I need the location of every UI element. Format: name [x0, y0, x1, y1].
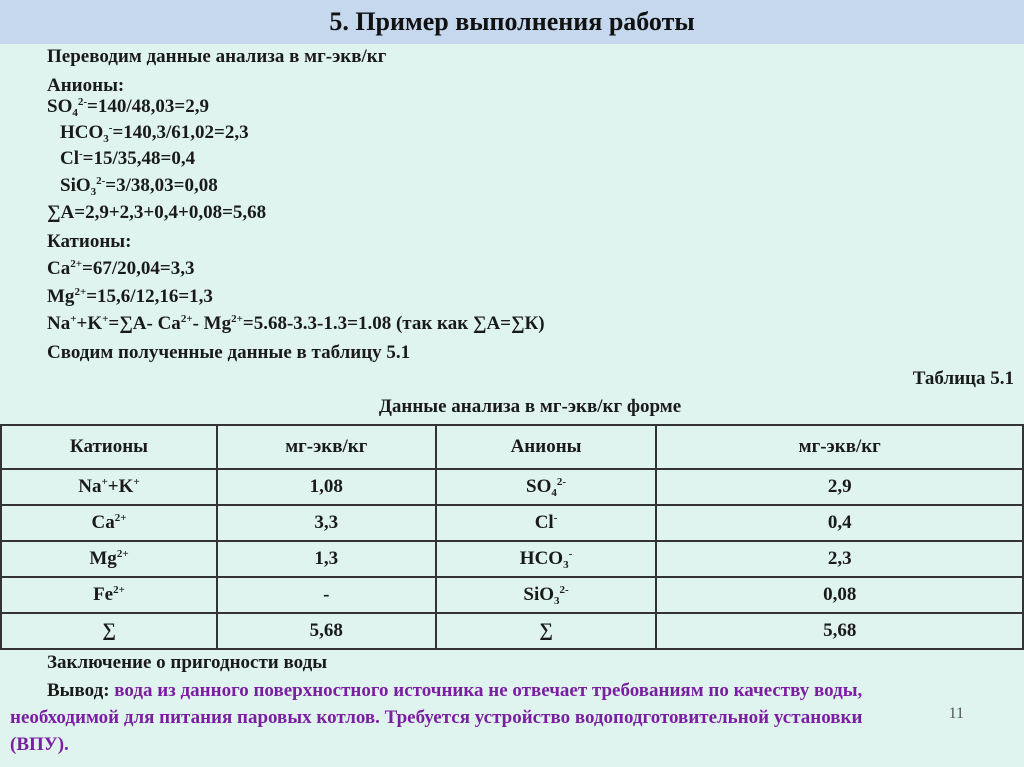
cation-cell: Na++K+: [1, 469, 217, 505]
table-row: [1, 541, 1023, 577]
table-row: [1, 577, 1023, 613]
cl-line: Cl-=15/35,48=0,4: [60, 148, 196, 169]
header-cations: Катионы: [1, 425, 217, 469]
anion-sum-cell: ∑: [436, 613, 657, 649]
intro-line: Переводим данные анализа в мг-экв/кг: [47, 46, 387, 67]
sio3-line: SiO$_3^{2-}$=3/38,03=0,08: [60, 175, 218, 198]
conclusion-heading: Заключение о пригодности воды: [47, 652, 328, 673]
na-k-line: Na++K+=∑А- $Ca^{2+}-$ $Mg^{2+}=5.68-3.3-1.3=1.08$ (так как ∑А=∑К): [47, 313, 545, 334]
cation-cell: $Mg^{2+}$: [1, 541, 217, 577]
cation-cell: $Ca^{2+}$: [1, 505, 217, 541]
anion-value-cell: 0,08: [656, 577, 1023, 613]
page-number: 11: [948, 705, 964, 722]
slide-title-text: 5. Пример выполнения работы: [329, 7, 695, 36]
table-row: [1, 505, 1023, 541]
anion-value-cell: 0,4: [656, 505, 1023, 541]
sum-anions-line: ∑А=2,9+2,3+0,4+0,08=5,68: [47, 202, 267, 223]
header-cation-value: мг-экв/кг: [217, 425, 436, 469]
so4-line: $SO_4^{2-}=140/48,03=2,9$: [47, 96, 209, 119]
cation-value-cell: 1,08: [217, 469, 436, 505]
header-anions: Анионы: [436, 425, 657, 469]
cation-value-cell: 3,3: [217, 505, 436, 541]
anion-sum-value: 5,68: [656, 613, 1023, 649]
cation-sum-value: 5,68: [217, 613, 436, 649]
table-row: [1, 469, 1023, 505]
vyvod-line-3: (ВПУ).: [10, 734, 69, 755]
table-header-row: [1, 425, 1023, 469]
cation-sum-cell: ∑: [1, 613, 217, 649]
mg-line: $Mg^{2+}=15,6/12,16=1,3$: [47, 286, 213, 307]
vyvod-text-1: вода из данного поверхностного источника не отвечает требованиям по качеству воды,: [109, 680, 863, 701]
anion-cell: $SO_4^{2-}$: [436, 469, 657, 505]
cation-cell: $Fe^{2+}$: [1, 577, 217, 613]
cation-value-cell: 1,3: [217, 541, 436, 577]
table-label: Таблица 5.1: [912, 368, 1014, 389]
anion-cell: SiO$_3^{2-}$: [436, 577, 657, 613]
anion-value-cell: 2,9: [656, 469, 1023, 505]
anion-cell: $HCO_3^-$: [436, 541, 657, 577]
ca-line: $Ca^{2+}=67/20,04=3,3$: [47, 258, 195, 279]
anion-value-cell: 2,3: [656, 541, 1023, 577]
anions-heading: Анионы:: [47, 75, 125, 96]
summary-line: Сводим полученные данные в таблицу 5.1: [47, 342, 411, 363]
cation-value-cell: -: [217, 577, 436, 613]
slide-title: [0, 0, 1024, 44]
anion-cell: Cl-: [436, 505, 657, 541]
table-row-sum: [1, 613, 1023, 649]
vyvod-line-2: необходимой для питания паровых котлов. Требуется устройство водоподготовительной установки: [10, 707, 863, 728]
vyvod-line-1: [47, 678, 862, 704]
analysis-table: [0, 424, 1024, 650]
hco3-line: $HCO_3^-=140,3/61,02=2,3$: [60, 122, 249, 145]
vyvod-label: Вывод:: [47, 680, 110, 701]
cations-heading: Катионы:: [47, 231, 132, 252]
header-anion-value: мг-экв/кг: [656, 425, 1023, 469]
table-caption: Данные анализа в мг-экв/кг форме: [378, 396, 682, 417]
